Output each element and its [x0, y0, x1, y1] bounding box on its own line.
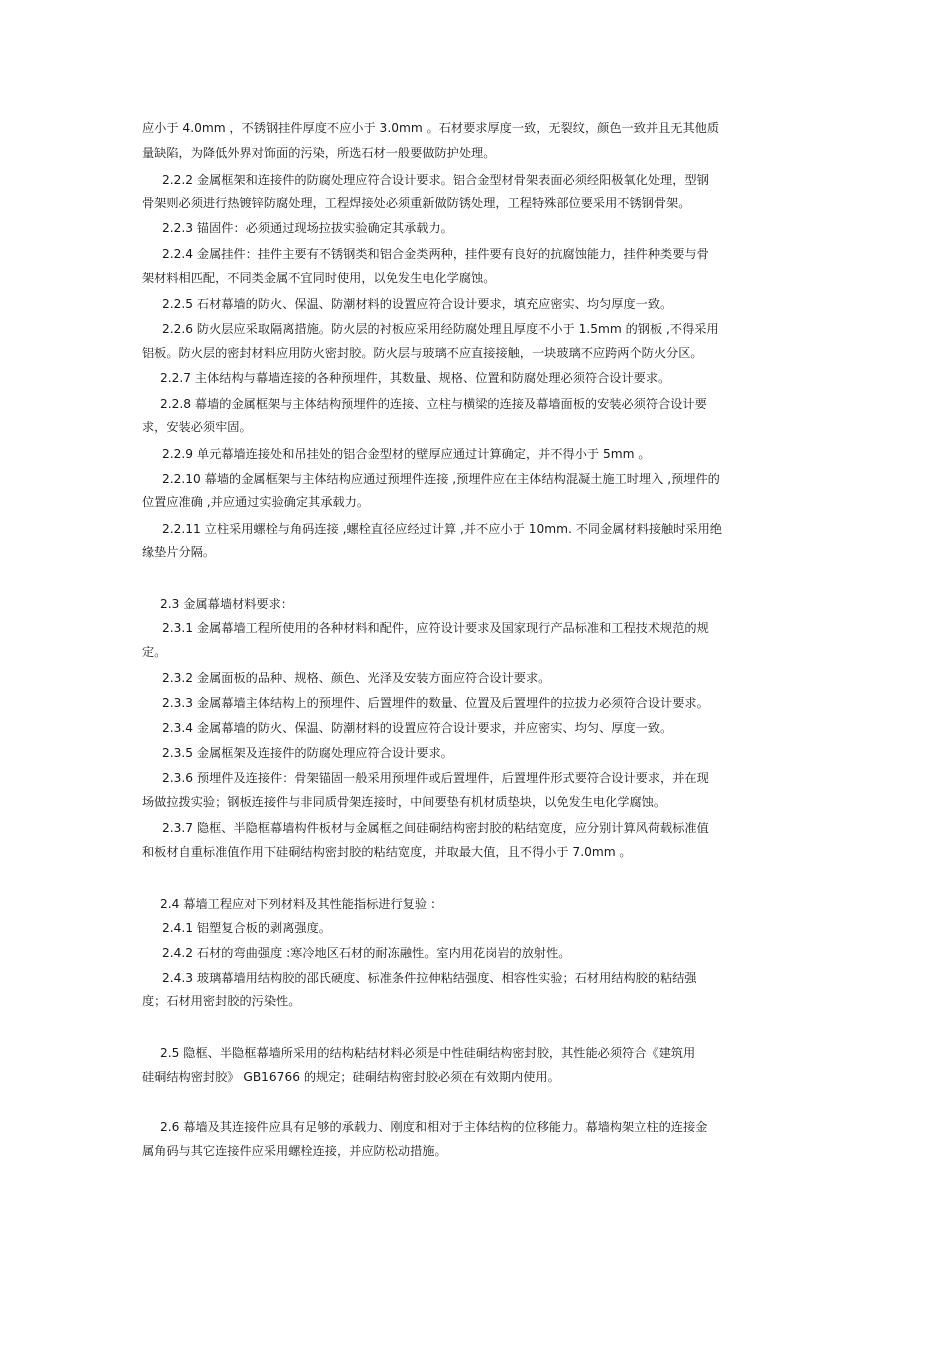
- text-line: 2.3.1 金属幕墙工程所使用的各种材料和配件，应符设计要求及国家现行产品标准和工程技术规范的规: [162, 621, 709, 635]
- text-line: 骨架则必须进行热镀锌防腐处理，工程焊接处必须重新做防锈处理，工程特殊部位要采用不锈钢骨架。: [142, 196, 691, 210]
- text-line: 2.2.2 金属框架和连接件的防腐处理应符合设计要求。铝合金型材骨架表面必须经阳极氧化处理，型钢: [162, 173, 709, 187]
- text-line: 2.2.3 锚固件：必须通过现场拉拔实验确定其承载力。: [162, 221, 453, 235]
- text-line: 硅硐结构密封胶》 GB16766 的规定；硅硐结构密封胶必须在有效期内使用。: [142, 1070, 560, 1084]
- text-line: 2.2.7 主体结构与幕墙连接的各种预埋件，其数量、规格、位置和防腐处理必须符合设计要求。: [160, 371, 671, 385]
- text-line: 位置应准确 ,并应通过实验确定其承载力。: [142, 495, 370, 509]
- section-heading: 2.5 隐框、半隐框幕墙所采用的结构粘结材料必须是中性硅硐结构密封胶，其性能必须符合《建筑用: [160, 1046, 696, 1060]
- text-line: 2.4.2 石材的弯曲强度 :寒冷地区石材的耐冻融性。室内用花岗岩的放射性。: [162, 946, 571, 960]
- text-line: 2.3.4 金属幕墙的防火、保温、防潮材料的设置应符合设计要求，并应密实、均匀、厚度一致。: [162, 721, 673, 735]
- text-line: 2.3.7 隐框、半隐框幕墙构件板材与金属框之间硅硐结构密封胶的粘结宽度，应分别计算风荷载标准值: [162, 821, 709, 835]
- text-line: 2.2.6 防火层应采取隔离措施。防火层的衬板应采用经防腐处理且厚度不小于 1.5mm 的钢板 ,不得采用: [162, 322, 719, 336]
- text-line: 2.2.11 立柱采用螺栓与角码连接 ,螺栓直径应经过计算 ,并不应小于 10mm. 不同金属材料接触时采用绝: [162, 522, 722, 536]
- text-line: 2.3.2 金属面板的品种、规格、颜色、光泽及安装方面应符合设计要求。: [162, 671, 551, 685]
- text-line: 应小于 4.0mm ，不锈钢挂件厚度不应小于 3.0mm 。石材要求厚度一致，无裂纹，颜色一致并且无其他质: [142, 121, 720, 135]
- text-line: 量缺陷，为降低外界对饰面的污染，所选石材一般要做防护处理。: [142, 146, 496, 160]
- section-heading: 2.4 幕墙工程应对下列材料及其性能指标进行复验 :: [160, 897, 435, 911]
- text-line: 2.4.3 玻璃幕墙用结构胶的邵氏硬度、标准条件拉伸粘结强度、相容性实验；石材用结构胶的粘结强: [162, 971, 697, 985]
- text-line: 2.3.3 金属幕墙主体结构上的预埋件、后置埋件的数量、位置及后置埋件的拉拔力必须符合设计要求。: [162, 696, 709, 710]
- text-line: 求，安装必须牢固。: [142, 420, 252, 434]
- text-line: 2.2.9 单元幕墙连接处和吊挂处的铝合金型材的壁厚应通过计算确定，并不得小于 5mm 。: [162, 447, 651, 461]
- text-line: 2.3.6 预埋件及连接件：骨架锚固一般采用预埋件或后置埋件，后置埋件形式要符合设计要求，并在现: [162, 771, 709, 785]
- text-line: 2.3.5 金属框架及连接件的防腐处理应符合设计要求。: [162, 746, 453, 760]
- text-line: 和板材自重标准值作用下硅硐结构密封胶的粘结宽度，并取最大值，且不得小于 7.0mm 。: [142, 845, 632, 859]
- text-line: 铝板。防火层的密封材料应用防火密封胶。防火层与玻璃不应直接接触，一块玻璃不应跨两个防火分区。: [142, 346, 703, 360]
- section-heading: 2.3 金属幕墙材料要求：: [160, 597, 293, 611]
- text-line: 场做拉拨实验；钢板连接件与非同质骨架连接时，中间要垫有机材质垫块，以免发生电化学腐蚀。: [142, 795, 667, 809]
- text-line: 架材料相匹配，不同类金属不宜同时使用，以免发生电化学腐蚀。: [142, 271, 496, 285]
- text-line: 缘垫片分隔。: [142, 545, 216, 559]
- text-line: 定。: [142, 645, 167, 659]
- text-line: 度；石材用密封胶的污染性。: [142, 994, 301, 1008]
- text-line: 2.2.8 幕墙的金属框架与主体结构预埋件的连接、立柱与横梁的连接及幕墙面板的安装必须符合设计要: [160, 397, 707, 411]
- section-heading: 2.6 幕墙及其连接件应具有足够的承载力、刚度和相对于主体结构的位移能力。幕墙构架立柱的连接金: [160, 1120, 708, 1134]
- text-line: 2.4.1 铝塑复合板的剥离强度。: [162, 921, 331, 935]
- text-line: 2.2.4 金属挂件：挂件主要有不锈钢类和铝合金类两种，挂件要有良好的抗腐蚀能力，挂件种类要与骨: [162, 247, 709, 261]
- text-line: 2.2.10 幕墙的金属框架与主体结构应通过预埋件连接 ,预埋件应在主体结构混凝土施工时埋入 ,预埋件的: [162, 472, 720, 486]
- text-line: 属角码与其它连接件应采用螺栓连接，并应防松动措施。: [142, 1144, 447, 1158]
- text-line: 2.2.5 石材幕墙的防火、保温、防潮材料的设置应符合设计要求，填充应密实、均匀厚度一致。: [162, 297, 673, 311]
